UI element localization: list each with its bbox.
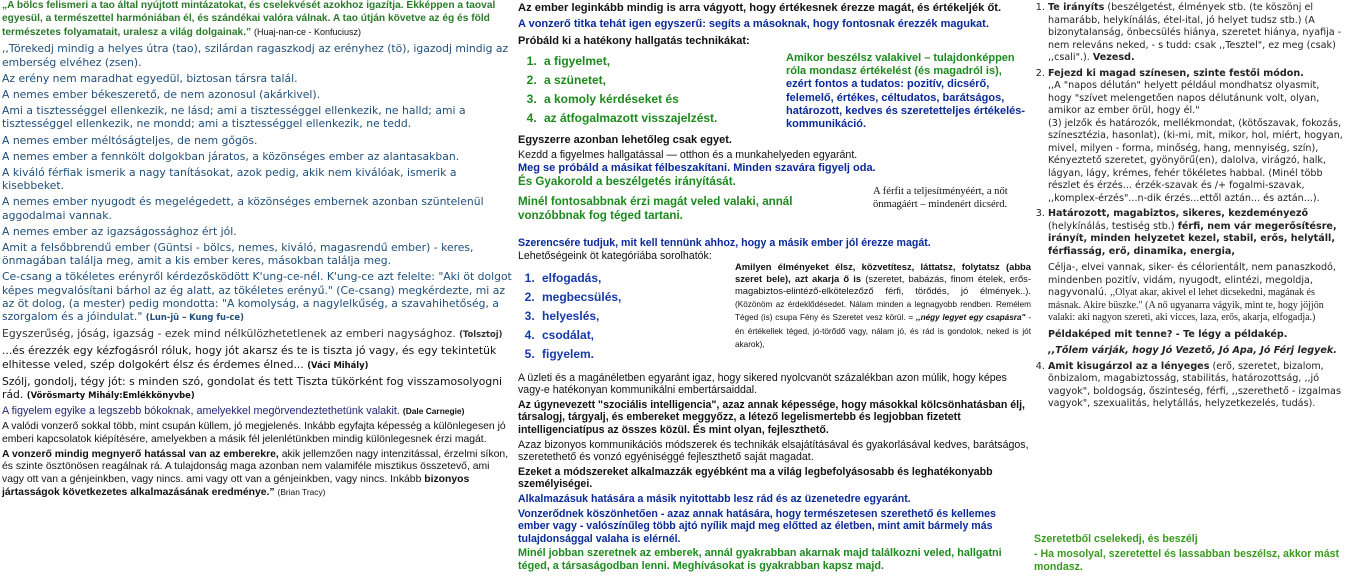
five-categories: Lehetőségeink öt kategóriába sorolhatók:: [518, 249, 712, 262]
start-listening: Kezdd a figyelmes hallgatással — otthon és a munkahelyeden egyaránt.: [518, 149, 858, 161]
attraction-secret: A vonzerő titka tehát igen egyszerű: segíts a másoknak, hogy fontosnak érezzék magukat.: [518, 18, 989, 30]
evaluation-note: Amikor beszélsz valakivel – tulajdonképpen róla mondasz értékelést (és magadról is), ezért fontos a tudatos: pozitív, dicsérő, felemelő, értékes, céltudatos, barátságos, határozott, kedves és szeretetteljes értékelés-kommunikáció.: [786, 52, 1026, 131]
experience-note: Amilyen élményeket élsz, közvetítesz, láttatsz, folytatsz (abba szeret bele), azt akarja ő is (szeretet, babázás, finom ételek, erős-magabiztos-elintéző-elkötelezőző férfi, törődés, jó élmények..). (Közönöm az érdeklődésedet. Nálam minden a legnagyobb rendben. Remélem Téged (is) csupa Fény és Szeretet vesz körül. = ,,négy legyet egy csapásra" - én értékellek téged, jó-törődő vagy, nálam jó, és rád is gondolok, neked is jót akarok),: [735, 260, 1031, 350]
communication-methods: Azaz bizonyos kommunikációs módszerek és technikák elsajátításával és gyakorlásával kedves, barátságos, szeretethető és vonzó egyéniséggé fejleszthető saját magadat.: [518, 438, 1029, 464]
list-item: 3. a komoly kérdéseket és: [540, 90, 780, 109]
listening-block: [518, 48, 1030, 130]
one-at-a-time: Egyszerre azonban lehetőleg csak egyet.: [518, 134, 732, 146]
left-column: [2, 0, 512, 587]
luckily-know: Szerencsére tudjuk, mit kell tennünk ahhoz, hogy a másik ember jól érezze magát.: [518, 236, 931, 249]
listening-techniques: [518, 52, 780, 128]
confucius-five-things: Ce-csang a tökéletes erényről kérdezősködött K'ung-ce-nél. K'ung-ce azt felelte: "Aki öt dolgot képes megvalósítani bárhol az ég alatt, az tökéletes erényű." (Ce-csang) megkérdezte, mi az az öt dolog, (a mester) pedig mondotta: "A komolyság, a nagylelkűség, a szavahihetőség, a szorgalom és a jóindulat." (Lun-jü – Kung fu-ce): [2, 270, 512, 324]
important-block: [518, 185, 1030, 233]
vorosmarty-quote: Szólj, gondolj, tégy jót: s minden szó, gondolat és tett Tiszta tükörként fog visszamosolyogni rád. (Vörösmarty Mihály:Emlékkönyvbe): [2, 374, 503, 402]
categories-block: [518, 260, 1031, 368]
list-item: 1. elfogadás,: [538, 269, 738, 288]
list-item: 3. helyeslés,: [538, 307, 738, 326]
tip-confident: 3. Határozott, magabiztos, sikeres, kezdeményező (helykínálás, testiség stb.) férfi, nem vár megerősítésre, irányít, minden helyzetet kezel, stabil, erős, helytáll, férfiasság, erő, dinamika, energia, Célja-, elvei vannak, siker- és célorientált, nem panaszkodó, mindenben pozitív, vidám, nyugodt, elintézi, megoldja, nagyvonalú. ,,Olyat akar, akivel el lehet dicsekedni, magának és másnak. Akire büszke." (A nő ugyanarra vágyik, mint te, hogy jöjjön valaki: aki nagyon szereti, aki vicces, laza, erős, akarja, elfogadja.) Példaképed mit tenne? - Te légy a példakép. ,,Tőlem várják, hogy Jó Vezető, Jó Apa, Jó Férj legyek.: [1048, 208, 1343, 358]
confucius-virtue: Az erény nem maradhat egyedül, biztosan társra talál.: [2, 71, 298, 85]
attraction-paragraph: A valódi vonzerő sokkal több, mint csupán küllem, jó megjelenés. Inkább egyfajta képesség a különlegesen jó emberi kapcsolatok kiépítésére, amelyekben a másik fél jelenlétünkben mindig különlegesnek érzi magát.: [2, 421, 506, 446]
more-invitations: Minél jobban szeretnek az emberek, annál gyakrabban akarnak majd találkozni veled, hallgatni téged, a társaságodban lenni. Meghívásokat is gyakrabban kapsz majd.: [518, 547, 1002, 573]
listening-heading: Próbáld ki a hatékony hallgatás technikákat:: [518, 35, 750, 47]
feel-important: Minél fontosabbnak érzi magát veled valaki, annál vonzóbbnak fog téged tartani.: [518, 194, 793, 222]
confucius-noble: A nemes ember a fennkölt dolgokban járatos, a közönséges ember az alantasakban.: [2, 149, 460, 163]
list-item: 2. megbecsülés,: [538, 288, 738, 307]
tips-list: [1034, 2, 1343, 411]
category-list: [518, 269, 738, 364]
business-success: A üzleti és a magánéletben egyaránt igaz, hogy sikered nyolcvanöt százalékban azon múlik, hogy képes vagy-e hatékonyan kommunikálni embertársaiddal.: [518, 371, 1007, 397]
tip-express: 2. Fejezd ki magad színesen, szinte festői módon. ,,A "napos délután" helyett például mondhatsz olyasmit, hogy "szívet melengetően napos délutánunk volt, olyan, amikor az ember örül, hogy él." (3) jelzők és határozók, mellékmondat, (kötőszavak, fokozás, színesztézia, hasonlat), (ki-mi, mit, mikor, hol, miért, hogyan, mivel, milyen - forma, minőség, hang, mennyiség, szín), Kényeztető szeretet, gyönyörű(en), dalolva, virágzó, halk, lágyan, lágy, krémes, fehér tökéletes habbal. (Minél több részlet és érzés... érzék-szavak és /+ fogalmi-szavak, ,,komplex-érzés"...n-dik érzés...ettől aztán... és aztán...).: [1048, 68, 1343, 206]
more-open: Alkalmazásuk hatására a másik nyitottabb lesz rád és az üzenetedre egyaránt.: [518, 492, 911, 505]
doors-open: Vonzerődnek köszönhetően - azaz annak hatására, hogy természetesen szerethető és kellemes ember vagy - valószínűleg több ajtó nyílik majd meg előtted az életben, mint amit bármely más tulajdonsággal valaha is elérnél.: [518, 507, 996, 545]
tip-lead: 1. Te irányíts (beszélgetést, élmények stb. (te köszönj el hamarább, helykínálás, étel-ital, jó helyet tudsz stb.) (A bizonytalanság, önbecsülés hiánya, szeretet hiánya, nyafija - nem releváns neked, - s tudd: csak ,,Tesztel", ez meg (csak) ,,csali".). Vezesd.: [1048, 2, 1343, 65]
social-intelligence: Az úgynevezett "szociális intelligencia", azaz annak képessége, hogy másokkal kölcsönhatásban élj, társalogj, tárgyalj, és embereket meggyőzz, a létező legelismertebb és legjobban fizetett intelligenciatípus az összes közül. És mint olyan, fejleszthető.: [518, 398, 1025, 436]
footer-note: Szeretetből cselekedj, és beszélj - Ha mosolyal, szeretettel és lassabban beszélsz, akkor mást mondasz.: [1034, 533, 1340, 573]
no-interrupt: Meg se próbáld a másikat félbeszakítani. Minden szavára figyelj oda.: [518, 162, 876, 174]
praise-note: A férfit a teljesítményéért, a nőt önmagáért – mindenért dicsérd.: [873, 185, 1008, 210]
vaci-quote: ...és érezzék egy kézfogásról róluk, hogy jót akarsz és te is tiszta jó vagy, és egy tekintetük elhitesse veled, szép dolgokért élsz és érdemes élned... (Váci Mihály): [2, 344, 497, 371]
list-item: 1. a figyelmet,: [540, 52, 780, 71]
influential-people: Ezeket a módszereket alkalmazzák egyébként ma a világ legbefolyásosabb és leghatékonyabb személyiségei.: [518, 465, 993, 491]
list-item: 4. csodálat,: [538, 326, 738, 345]
confucius-path: ,,Törekedj mindig a helyes útra (tao), szilárdan ragaszkodj az erényhez (tö), igazodj mindig az emberség elvéhez (zsen).: [2, 42, 509, 69]
middle-column: [518, 0, 1030, 587]
tao-quote: „A bölcs felismeri a tao által nyújtott mintázatokat, és cselekvését azokhoz igazítja. Ekképpen a taoval egyesül, a természettel harmóniában él, és szándékai valóra válnak. A tao útján követve az ég és föld természetes folyamatait, uralesz a világ dolgainak.” (Huaj-nan-ce - Konfuciusz): [2, 0, 496, 38]
value-heading: Az ember leginkább mindig is arra vágyott, hogy értékesnek érezze magát, és értékeljék őt.: [518, 2, 1002, 14]
right-column: [1034, 0, 1343, 587]
confucius-dignity: A nemes ember méltóságteljes, de nem gőgös.: [2, 133, 258, 147]
confucius-superior: Amit a felsőbbrendű ember (Güntsi - bölcs, nemes, kiváló, magasrendű ember) - keres, önmagában találja meg, amit a kis ember keres, másokban találja meg.: [2, 241, 474, 268]
carnegie-quote: A figyelem egyike a legszebb bókoknak, amelyekkel megörvendeztethetünk valakit. (Dale Carnegie): [2, 405, 465, 418]
confucius-justice: A nemes ember az igazságossághoz ért jól.: [2, 224, 237, 238]
list-item: 4. az átfogalmazott visszajelzést.: [540, 109, 780, 128]
practice-steering: És Gyakorold a beszélgetés irányítását.: [518, 175, 736, 188]
confucius-peace: A nemes ember békeszerető, de nem azonosul (akárkivel).: [2, 88, 321, 101]
confucius-decency: Ami a tisztességgel ellenkezik, ne lásd; ami a tisztességgel ellenkezik, ne halld; ami a tisztességgel ellenkezik, ne mondd; ami a tisztességgel ellenkezik, ne tedd.: [2, 104, 466, 131]
tracy-quote: A vonzerő mindig megnyerő hatással van az emberekre, akik jellemzően nagy intenzitással, érzelmi síkon, és szinte ösztönösen reagálnak rá. A tulajdonság maga azonban nem valamiféle misztikus összetevő, ami vagy ott van a génjeinkben, vagy nincs. ami vagy ott van a génjeinkben, vagy nincs. Inkább bizonyos jártasságok következetes alkalmazásának eredménye.” (Brian Tracy): [2, 448, 509, 499]
list-item: 5. figyelem.: [538, 345, 738, 364]
tolstoy-quote: Egyszerűség, jóság, igazság - ezek mind nélkülözhetetlenek az emberi nagysághoz. (Tolsztoj): [2, 327, 503, 341]
list-item: 2. a szünetet,: [540, 71, 780, 90]
confucius-calm: A nemes ember nyugodt és megelégedett, a közönséges embernek azonban szüntelenül aggodalmai vannak.: [2, 195, 484, 222]
tip-radiate: 4. Amit kisugárzol az a lényeges (erő, szeretet, bizalom, önbizalom, magabiztosság, stabilitás, határozottság, ,,jó vagyok", boldogság, őszinteség, férfi, ,,szerethető - izgalmas vagyok", szexualitás, helytállás, helyzetkezelés, tudás).: [1048, 361, 1343, 411]
confucius-teachings: A kiváló férfiak ismerik a nagy tanításokat, azok pedig, akik nem kiválóak, ismerik a kisebbeket.: [2, 166, 457, 193]
